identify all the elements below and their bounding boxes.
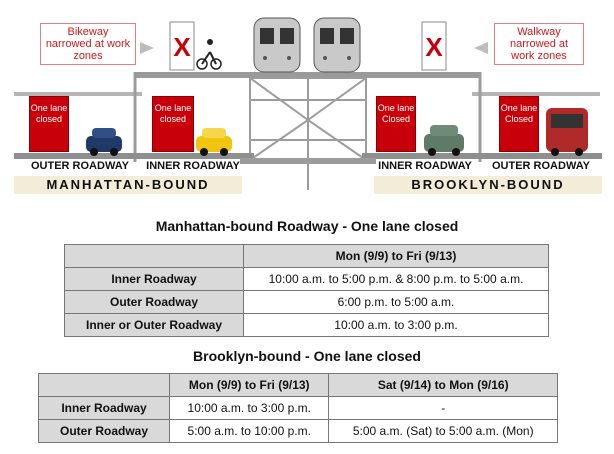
row-label: Outer Roadway [39,420,170,443]
column-header: Mon (9/9) to Fri (9/13) [170,374,329,397]
lane-closed-sign: One lane Closed [376,96,416,152]
brooklyn-schedule-table [38,373,558,443]
time-cell: 10:00 a.m. to 3:00 p.m. [170,397,329,420]
manhattan-bound-label: MANHATTAN-BOUND [14,176,242,194]
table-row [65,268,549,291]
row-label: Outer Roadway [65,291,244,314]
table-header-row [65,245,549,268]
row-label: Inner Roadway [65,268,244,291]
outer-roadway-label: OUTER ROADWAY [31,160,129,172]
walkway-callout: Walkway narrowed at work zones [494,23,584,65]
lower-truss-deck [240,158,376,164]
brooklyn-table-title: Brooklyn-bound - One lane closed [193,348,421,364]
table-row [39,420,558,443]
time-cell: 10:00 a.m. to 3:00 p.m. [244,314,549,337]
lane-closed-sign: One lane closed [152,96,194,152]
lane-closed-sign: One lane Closed [499,96,539,152]
central-truss [250,78,366,190]
x-closed-icon: X [173,32,191,62]
manhattan-table-title: Manhattan-bound Roadway - One lane closed [155,218,459,234]
x-closed-icon: X [425,32,443,62]
time-cell: 5:00 a.m. to 10:00 p.m. [170,420,329,443]
bus-icon [546,108,588,156]
table-row [65,314,549,337]
car-icon [86,128,122,156]
row-label: Inner or Outer Roadway [65,314,244,337]
lane-closed-sign: One lane closed [29,96,69,152]
brooklyn-bound-label: BROOKLYN-BOUND [374,176,602,194]
bikeway-callout: Bikeway narrowed at work zones [40,23,136,65]
brooklyn-bound-deck [362,153,602,159]
manhattan-schedule-table [64,244,549,337]
bridge-cross-section-diagram [0,0,614,198]
table-row [65,291,549,314]
table-header-row [39,374,558,397]
subway-train-right-icon [314,18,360,72]
time-cell: 6:00 p.m. to 5:00 a.m. [244,291,549,314]
arrow-left-icon [474,42,488,54]
inner-roadway-label: INNER ROADWAY [378,160,472,172]
taxi-icon [196,128,232,156]
outer-roadway-label: OUTER ROADWAY [492,160,590,172]
cyclist-icon [197,39,221,69]
table-corner-cell [65,245,244,268]
arrow-right-icon [140,42,154,54]
time-cell: 5:00 a.m. (Sat) to 5:00 a.m. (Mon) [329,420,558,443]
table-row [39,397,558,420]
table-corner-cell [39,374,170,397]
column-header: Sat (9/14) to Mon (9/16) [329,374,558,397]
manhattan-bound-deck [14,153,254,159]
time-cell: - [329,397,558,420]
car-icon [424,125,464,156]
time-cell: 10:00 a.m. to 5:00 p.m. & 8:00 p.m. to 5:00 a.m. [244,268,549,291]
row-label: Inner Roadway [39,397,170,420]
column-header: Mon (9/9) to Fri (9/13) [244,245,549,268]
inner-roadway-label: INNER ROADWAY [146,160,240,172]
subway-train-left-icon [254,18,300,72]
